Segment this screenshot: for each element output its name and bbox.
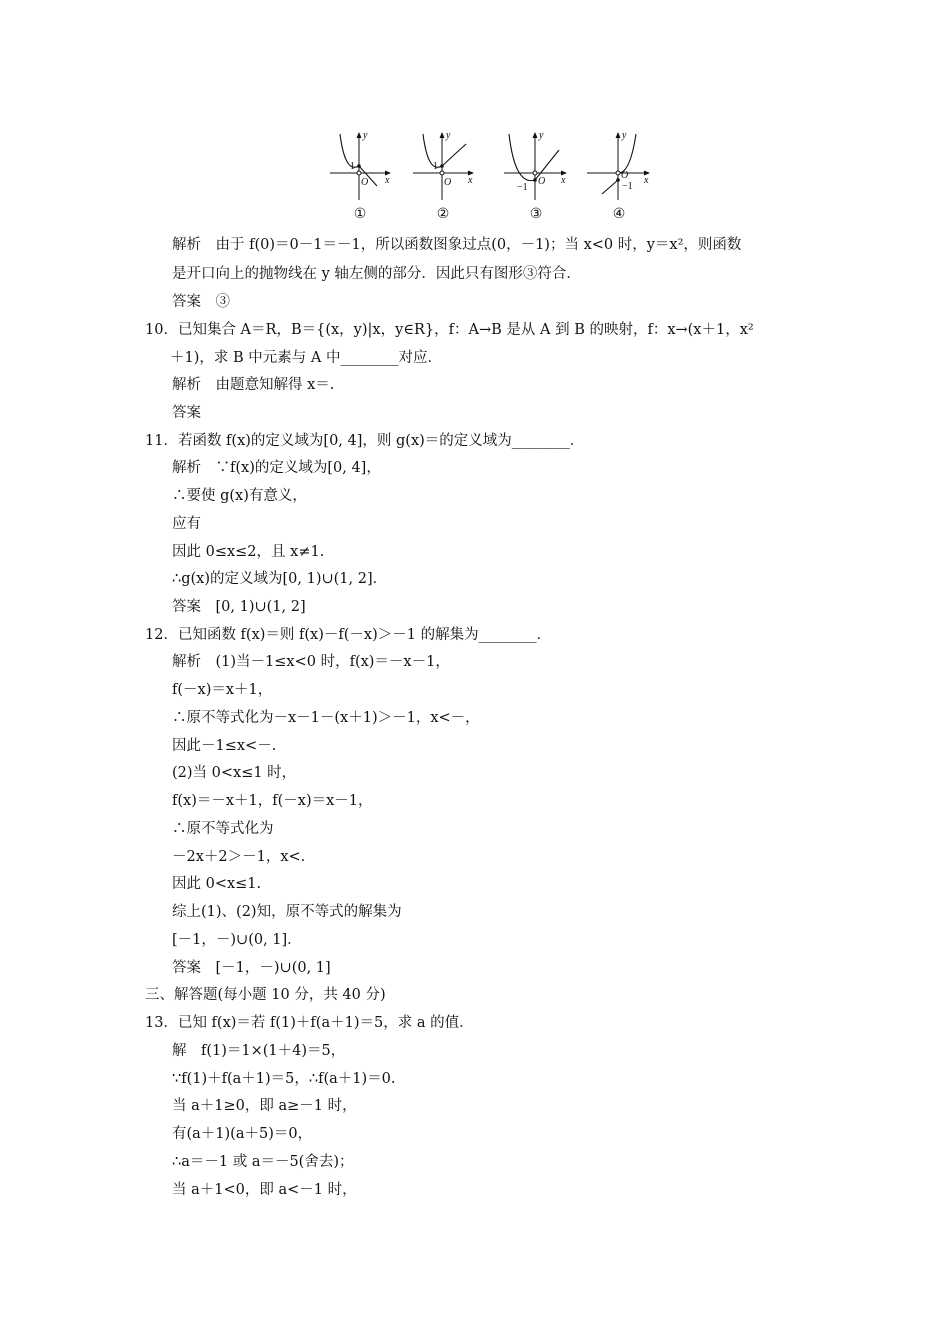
graph-3-origin: O bbox=[538, 176, 546, 187]
section-heading: 三、解答题(每小题 10 分，共 40 分) bbox=[145, 987, 386, 1003]
text-line: ∵f(1)＋f(a＋1)＝5，∴f(a＋1)＝0. bbox=[172, 1071, 396, 1087]
text-line: 解析 由于 f(0)＝0－1＝－1，所以函数图象过点(0，－1)；当 x<0 时，y＝x²，则函数 bbox=[172, 237, 742, 253]
graph-1-axis-y: y bbox=[363, 130, 368, 141]
graph-1-tick: 1 bbox=[350, 161, 355, 172]
text-line: f(－x)＝x＋1， bbox=[172, 682, 273, 698]
text-line: 解析 ∵f(x)的定义域为[0, 4]， bbox=[172, 460, 381, 476]
graph-3-axis-x: x bbox=[561, 175, 566, 186]
graph-1 bbox=[325, 126, 395, 222]
text-line: 因此 0≤x≤2，且 x≠1. bbox=[172, 544, 325, 560]
graph-2-axis-y: y bbox=[446, 130, 451, 141]
text-line: 答案 [－1，－)∪(0, 1] bbox=[172, 960, 331, 976]
graph-3-label: ③ bbox=[529, 206, 543, 222]
graph-1-origin: O bbox=[361, 177, 369, 188]
text-line: 解析 由题意知解得 x＝. bbox=[172, 377, 335, 393]
graph-3-svg bbox=[501, 126, 571, 206]
graph-4-origin: O bbox=[621, 170, 629, 181]
text-line: 当 a＋1≥0，即 a≥－1 时， bbox=[172, 1098, 357, 1114]
text-line: ＋1)，求 B 中元素与 A 中________对应． bbox=[170, 350, 442, 366]
text-line: [－1，－)∪(0, 1]． bbox=[172, 932, 302, 948]
graph-4 bbox=[584, 126, 654, 222]
graph-1-label: ① bbox=[353, 206, 367, 222]
graph-2-origin: O bbox=[444, 177, 452, 188]
graph-4-axis-y: y bbox=[622, 130, 627, 141]
function-graphs bbox=[325, 126, 649, 226]
text-line: ∴a＝－1 或 a＝－5(舍去)； bbox=[172, 1154, 354, 1170]
graph-4-label: ④ bbox=[612, 206, 626, 222]
text-line: 答案 bbox=[172, 405, 201, 421]
graph-3-axis-y: y bbox=[539, 130, 544, 141]
graph-3 bbox=[501, 126, 571, 222]
text-line: f(x)＝－x＋1，f(－x)＝x－1， bbox=[172, 793, 373, 809]
text-line: (2)当 0<x≤1 时， bbox=[172, 765, 297, 781]
question-11: 11．若函数 f(x)的定义域为[0, 4]，则 g(x)＝的定义域为________． bbox=[145, 433, 585, 449]
text-line: ∴原不等式化为－x－1－(x＋1)＞－1，x<－， bbox=[172, 710, 480, 726]
graph-4-svg bbox=[584, 126, 654, 206]
text-line: 答案 [0, 1)∪(1, 2] bbox=[172, 599, 306, 615]
text-line: －2x＋2＞－1，x<. bbox=[172, 849, 306, 865]
question-13: 13．已知 f(x)＝若 f(1)＋f(a＋1)＝5，求 a 的值． bbox=[145, 1015, 474, 1031]
text-line: 应有 bbox=[172, 516, 201, 532]
graph-1-svg bbox=[325, 126, 395, 206]
text-line: 解析 (1)当－1≤x<0 时，f(x)＝－x－1， bbox=[172, 654, 450, 670]
graph-2-tick: 1 bbox=[433, 161, 438, 172]
text-line: ∴g(x)的定义域为[0, 1)∪(1, 2]． bbox=[172, 571, 388, 587]
graph-4-tick: −1 bbox=[622, 181, 633, 192]
text-line: ∴要使 g(x)有意义， bbox=[172, 488, 307, 504]
graph-4-axis-x: x bbox=[644, 175, 649, 186]
text-line: 解 f(1)＝1×(1＋4)＝5， bbox=[172, 1043, 346, 1059]
text-line: 因此 0<x≤1. bbox=[172, 876, 262, 892]
text-line: 是开口向上的抛物线在 y 轴左侧的部分．因此只有图形③符合． bbox=[172, 266, 581, 282]
graph-2-axis-x: x bbox=[468, 175, 473, 186]
graph-1-axis-x: x bbox=[385, 175, 390, 186]
text-line: 综上(1)、(2)知，原不等式的解集为 bbox=[172, 904, 402, 920]
text-line: 因此－1≤x<－. bbox=[172, 738, 277, 754]
text-line: 当 a＋1<0，即 a<－1 时， bbox=[172, 1182, 357, 1198]
question-12: 12．已知函数 f(x)＝则 f(x)－f(－x)＞－1 的解集为________． bbox=[145, 627, 552, 643]
graph-2 bbox=[408, 126, 478, 222]
question-10: 10．已知集合 A＝R，B＝{(x，y)|x，y∈R}，f：A→B 是从 A 到 B 的映射，f：x→(x＋1，x² bbox=[145, 322, 754, 338]
graph-2-svg bbox=[408, 126, 478, 206]
graph-3-tick: −1 bbox=[517, 182, 528, 193]
text-line: 答案 ③ bbox=[172, 294, 230, 310]
graph-2-label: ② bbox=[436, 206, 450, 222]
text-line: ∴原不等式化为 bbox=[172, 821, 274, 837]
text-line: 有(a＋1)(a＋5)＝0， bbox=[172, 1126, 313, 1142]
